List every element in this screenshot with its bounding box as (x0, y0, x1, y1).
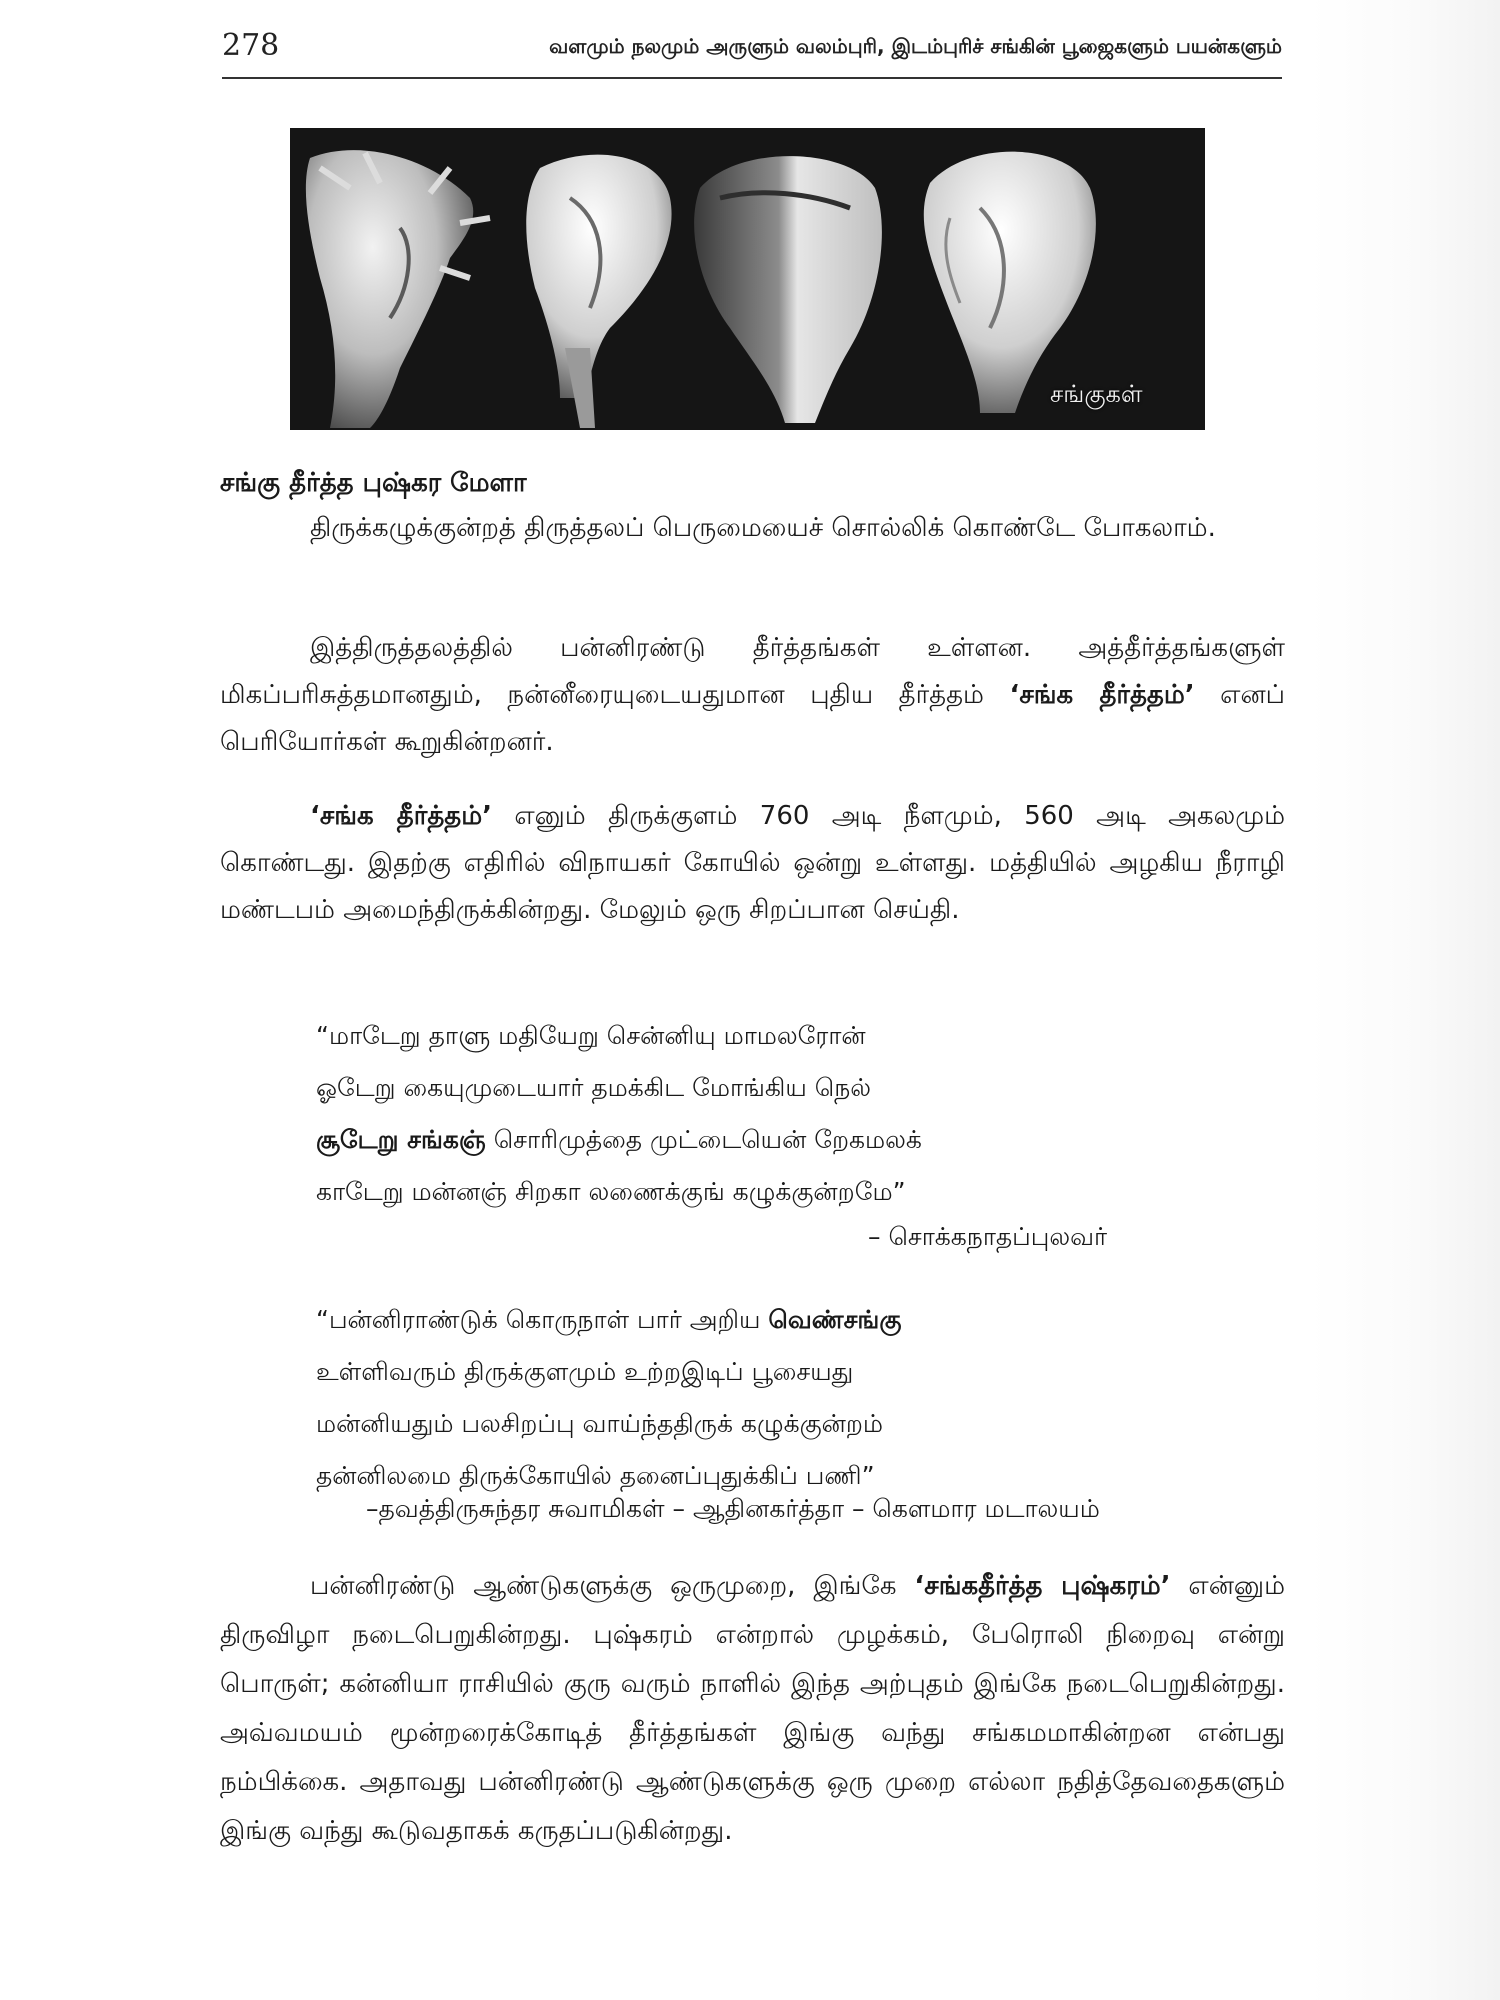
verse-1-line-3-bold: சூடேறு சங்கஞ் (316, 1125, 486, 1154)
paragraph-4-text-b: என்னும் திருவிழா நடைபெறுகின்றது. புஷ்கரம் என்றால் முழக்கம், பேரொலி நிறைவு என்று பொருள்; கன்னியா ராசியில் குரு வரும் நாளில் இந்த அற்புதம் இங்கே நடைபெறுகின்றது. அவ்வமயம் மூன்றரைக்கோடித் தீர்த்தங்கள் இங்கு வந்து சங்கமமாகின்றன என்பது நம்பிக்கை. அதாவது பன்னிரண்டு ஆண்டுகளுக்கு ஒரு முறை எல்லா நதித்தேவதைகளும் இங்கு வந்து கூடுவதாகக் கருதப்படுகின்றது. (220, 1571, 1285, 1846)
paragraph-4-bold: ‘சங்கதீர்த்த புஷ்கரம்’ (914, 1571, 1171, 1601)
verse-1-line-1: “மாடேறு தாளு மதியேறு சென்னியு மாமலரோன் (316, 1021, 866, 1050)
verse-2 (316, 1294, 1196, 1502)
verse-1-line-3 (316, 1114, 1196, 1166)
paragraph-3-text: எனும் திருக்குளம் 760 அடி நீளமும், 560 அடி அகலமும் கொண்டது. இதற்கு எதிரில் விநாயகர் கோயில் ஒன்று உள்ளது. மத்தியில் அழகிய நீராழி மண்டபம் அமைந்திருக்கின்றது. மேலும் ஒரு சிறப்பான செய்தி. (220, 801, 1286, 925)
paragraph-2 (220, 625, 1285, 766)
verse-1 (316, 1010, 1196, 1218)
verse-1-attribution: – சொக்கநாதப்புலவர் (868, 1222, 1108, 1251)
paragraph-4 (220, 1562, 1285, 1856)
verse-2-line-1-text: “பன்னிராண்டுக் கொருநாள் பார் அறிய (316, 1305, 769, 1334)
shells-photo (290, 128, 1205, 430)
verse-2-attribution: –தவத்திருசுந்தர சுவாமிகள் – ஆதினகர்த்தா – கௌமார மடாலயம் (366, 1494, 1100, 1523)
page-header (222, 22, 1282, 74)
paragraph-3 (220, 793, 1285, 934)
page-number: 278 (222, 28, 280, 63)
running-title: வளமும் நலமும் அருளும் வலம்புரி, இடம்புரிச் சங்கின் பூஜைகளும் பயன்களும் (549, 34, 1282, 58)
section-heading: சங்கு தீர்த்த புஷ்கர மேளா (220, 468, 527, 498)
paragraph-1 (220, 505, 1285, 552)
paragraph-2-text-a: இத்திருத்தலத்தில் பன்னிரண்டு தீர்த்தங்கள் உள்ளன. அத்தீர்த்தங்களுள் மிகப்பரிசுத்தமானதும், நன்னீரையுடையதுமான புதிய தீர்த்தம் (220, 633, 1285, 710)
verse-1-line-2: ஓடேறு கையுமுடையார் தமக்கிட மோங்கிய நெல் (316, 1073, 872, 1102)
photo-caption: சங்குகள் (1050, 380, 1143, 408)
verse-1-line-4: காடேறு மன்னஞ் சிறகா லணைக்குங் கழுக்குன்றமே” (316, 1177, 906, 1206)
paragraph-3-bold: ‘சங்க தீர்த்தம்’ (310, 801, 493, 831)
verse-2-line-1-bold: வெண்சங்கு (768, 1305, 902, 1334)
paragraph-4-text-a: பன்னிரண்டு ஆண்டுகளுக்கு ஒருமுறை, இங்கே (310, 1571, 915, 1601)
header-rule (222, 77, 1282, 79)
verse-1-line-3-rest: சொரிமுத்தை முட்டையென் றேகமலக் (485, 1125, 922, 1154)
verse-2-line-3: மன்னியதும் பலசிறப்பு வாய்ந்ததிருக் கழுக்குன்றம் (316, 1409, 884, 1438)
paragraph-1-text: திருக்கழுக்குன்றத் திருத்தலப் பெருமையைச் சொல்லிக் கொண்டே போகலாம். (310, 513, 1216, 543)
verse-2-line-4: தன்னிலமை திருக்கோயில் தனைப்புதுக்கிப் பணி” (316, 1461, 875, 1490)
page-edge-shadow (1310, 0, 1500, 2000)
verse-2-line-1 (316, 1294, 1196, 1346)
verse-2-line-2: உள்ளிவரும் திருக்குளமும் உற்றஇடிப் பூசையது (316, 1357, 854, 1386)
paragraph-2-bold: ‘சங்க தீர்த்தம்’ (1009, 680, 1195, 710)
paragraph-2-text-b: எனப் பெரியோர்கள் கூறுகின்றனர். (220, 680, 1286, 757)
